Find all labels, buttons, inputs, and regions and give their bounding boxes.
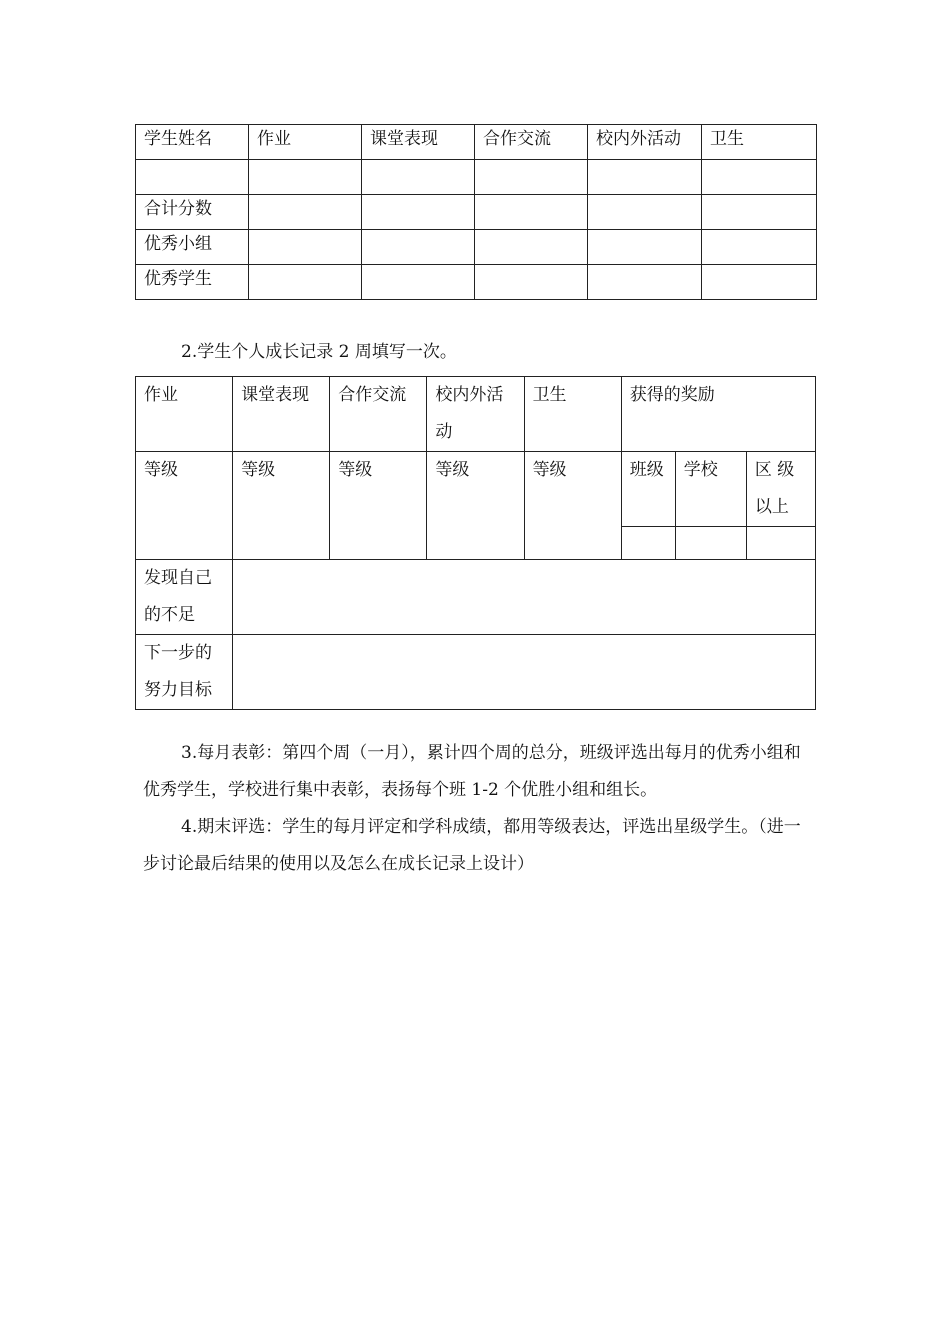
table-header-row (136, 125, 817, 160)
table-cell (746, 527, 815, 560)
row-label-shortcomings: 发现自己的不足 (136, 560, 233, 635)
row-label-excellent-student: 优秀学生 (136, 265, 249, 300)
table-cell (588, 160, 702, 195)
row-label-excellent-group: 优秀小组 (136, 230, 249, 265)
table-cell (475, 160, 588, 195)
table-cell (588, 230, 702, 265)
table-row (136, 560, 816, 635)
table-cell (249, 195, 362, 230)
grade-cell: 等级 (524, 452, 621, 560)
table-cell (621, 527, 675, 560)
grade-cell: 等级 (427, 452, 524, 560)
group-score-table (135, 124, 817, 300)
paragraph-final-evaluation: 4.期末评选：学生的每月评定和学科成绩，都用等级表达，评选出星级学生。（进一步讨论最后结果的使用以及怎么在成长记录上设计） (143, 817, 801, 874)
table-row (136, 265, 817, 300)
grade-cell: 等级 (233, 452, 330, 560)
table-cell (475, 265, 588, 300)
table-cell (475, 230, 588, 265)
award-level-district: 区 级以上 (746, 452, 815, 527)
table-row (136, 452, 816, 527)
table-cell (702, 195, 817, 230)
header-hygiene: 卫生 (702, 125, 817, 160)
table-cell (249, 265, 362, 300)
award-level-school: 学校 (675, 452, 746, 527)
row-label-goals: 下一步的努力目标 (136, 635, 233, 710)
table-cell (233, 635, 816, 710)
table-cell (249, 230, 362, 265)
growth-record-table (135, 376, 816, 710)
table-row (136, 195, 817, 230)
table-cell (675, 527, 746, 560)
table-cell (588, 265, 702, 300)
header-cooperation: 合作交流 (330, 377, 427, 452)
award-level-class: 班级 (621, 452, 675, 527)
grade-cell: 等级 (136, 452, 233, 560)
table-cell (702, 265, 817, 300)
header-class-performance: 课堂表现 (233, 377, 330, 452)
header-activities: 校内外活动 (588, 125, 702, 160)
table-cell (588, 195, 702, 230)
table-cell (475, 195, 588, 230)
table-cell (362, 265, 475, 300)
table-cell (233, 560, 816, 635)
header-homework: 作业 (249, 125, 362, 160)
header-cooperation: 合作交流 (475, 125, 588, 160)
table-row (136, 160, 817, 195)
table-cell (362, 160, 475, 195)
table-header-row (136, 377, 816, 452)
header-class-performance: 课堂表现 (362, 125, 475, 160)
table-row (136, 230, 817, 265)
paragraph-monthly-commendation: 3.每月表彰：第四个周（一月），累计四个周的总分，班级评选出每月的优秀小组和优秀学生，学校进行集中表彰，表扬每个班 1-2 个优胜小组和组长。 (143, 743, 801, 800)
row-label-total-score: 合计分数 (136, 195, 249, 230)
header-awards: 获得的奖励 (621, 377, 815, 452)
section2-heading: 2.学生个人成长记录 2 周填写一次。 (181, 342, 457, 362)
table-cell (362, 230, 475, 265)
table-cell (249, 160, 362, 195)
table-row (136, 635, 816, 710)
table-cell (702, 160, 817, 195)
table-cell (362, 195, 475, 230)
header-activities: 校内外活动 (427, 377, 524, 452)
header-hygiene: 卫生 (524, 377, 621, 452)
header-homework: 作业 (136, 377, 233, 452)
grade-cell: 等级 (330, 452, 427, 560)
header-student-name: 学生姓名 (136, 125, 249, 160)
table-cell (702, 230, 817, 265)
table-cell (136, 160, 249, 195)
